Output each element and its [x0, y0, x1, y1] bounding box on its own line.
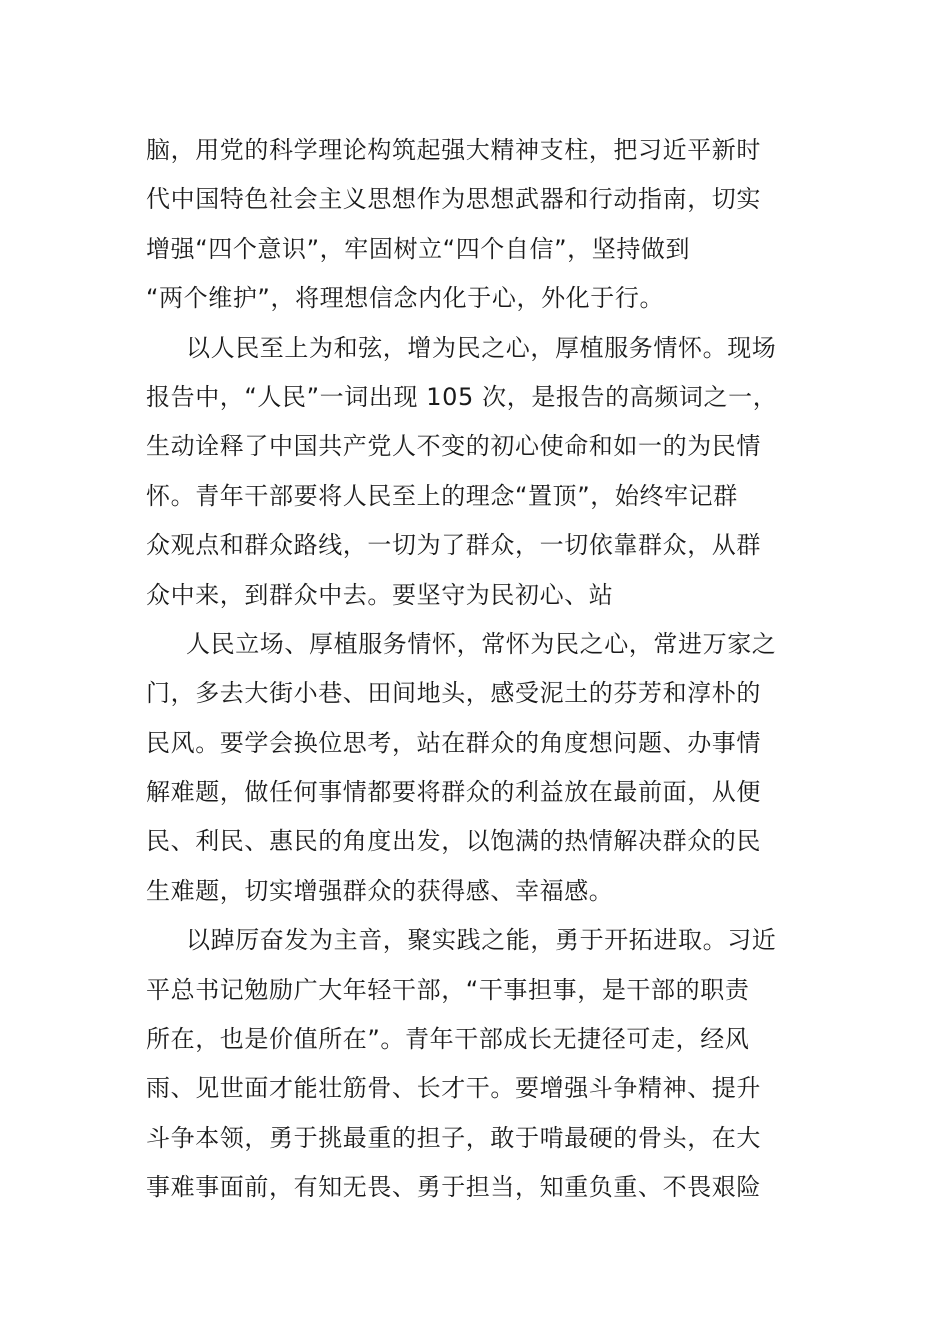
- text-line: 脑，用党的科学理论构筑起强大精神支柱，把习近平新时: [146, 136, 761, 164]
- text-line: 门，多去大街小巷、田间地头，感受泥土的芬芳和淳朴的: [146, 679, 761, 708]
- text-line: “两个维护”，将理想信念内化于心，外化于行。: [146, 284, 665, 313]
- text-line: 众中来，到群众中去。要坚守为民初心、站: [146, 580, 614, 609]
- paragraph-first-line: 以踔厉奋发为主音，聚实践之能，勇于开拓进取。习近: [186, 926, 777, 955]
- text-line: 代中国特色社会主义思想作为思想武器和行动指南，切实: [146, 185, 761, 214]
- text-line: 平总书记勉励广大年轻干部，“干事担事，是干部的职责: [146, 975, 750, 1004]
- document-body: [146, 126, 814, 1213]
- text-line: 报告中，“人民”一词出现 105 次，是报告的高频词之一，: [146, 382, 778, 411]
- text-line: 斗争本领，勇于挑最重的担子，敢于啃最硬的骨头，在大: [146, 1123, 761, 1152]
- text-line: 怀。青年干部要将人民至上的理念“置顶”，始终牢记群: [146, 481, 738, 510]
- text-line: 所在，也是价值所在”。青年干部成长无捷径可走，经风: [146, 1025, 750, 1054]
- text-line: 增强“四个意识”，牢固树立“四个自信”，坚持做到: [146, 234, 691, 263]
- text-line: 民风。要学会换位思考，站在群众的角度想问题、办事情: [146, 728, 761, 757]
- text-line: 解难题，做任何事情都要将群众的利益放在最前面，从便: [146, 778, 761, 807]
- text-line: 事难事面前，有知无畏、勇于担当，知重负重、不畏艰险: [146, 1173, 761, 1202]
- text-line: 民、利民、惠民的角度出发，以饱满的热情解决群众的民: [146, 827, 761, 856]
- text-line: 雨、见世面才能壮筋骨、长才干。要增强斗争精神、提升: [146, 1074, 761, 1103]
- text-line: 生动诠释了中国共产党人不变的初心使命和如一的为民情: [146, 432, 761, 461]
- text-line: 众观点和群众路线，一切为了群众，一切依靠群众，从群: [146, 531, 761, 560]
- paragraph-first-line: 以人民至上为和弦，增为民之心，厚植服务情怀。现场: [186, 333, 777, 362]
- text-line: 生难题，切实增强群众的获得感、幸福感。: [146, 876, 614, 905]
- paragraph-first-line: 人民立场、厚植服务情怀，常怀为民之心，常进万家之: [186, 629, 777, 658]
